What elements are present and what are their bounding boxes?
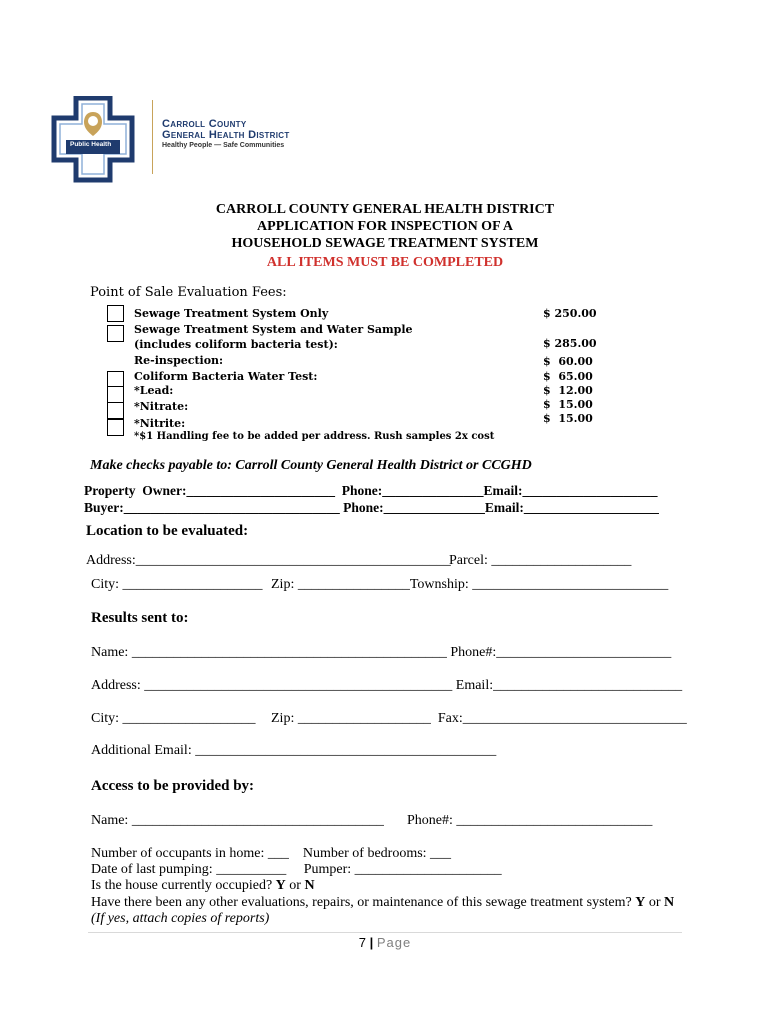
access-name-field[interactable]: Name: ____________________________________ (91, 813, 384, 828)
fee-price: $ 15.00 (543, 412, 593, 425)
fees-heading: Point of Sale Evaluation Fees: (90, 285, 287, 300)
page-separator: | (369, 935, 374, 950)
buyer-line[interactable]: Buyer:________________________________ Phone:_______________Email:____________________ (84, 500, 659, 515)
property-owner-line[interactable]: Property Owner:______________________ Phone:_______________Email:____________________ (84, 483, 658, 498)
org-tagline: Healthy People — Safe Communities (162, 142, 285, 149)
occupied-no-option[interactable]: N (304, 878, 315, 893)
or-text: or (289, 878, 301, 893)
location-address-field[interactable]: Address:_____________________________________________ (86, 553, 451, 568)
results-name-phone-field[interactable]: Name: _____________________________________________ Phone#:_________________________ (91, 645, 672, 660)
location-parcel-field[interactable]: Parcel: ____________________ (449, 553, 632, 568)
checks-payable-note: Make checks payable to: Carroll County General Health District or CCGHD (90, 458, 532, 473)
footer-divider (88, 932, 682, 933)
checkbox-lead[interactable] (107, 386, 124, 403)
health-district-logo (48, 96, 138, 186)
org-name-line1: Carroll County (162, 118, 247, 130)
pumping-line[interactable]: Date of last pumping: __________ Pumper: _____________________ (91, 862, 502, 877)
title-line3: HOUSEHOLD SEWAGE TREATMENT SYSTEM (231, 236, 539, 251)
location-zip-township-field[interactable]: Zip: ________________Township: ____________________________ (271, 577, 669, 592)
checkbox-nitrite[interactable] (107, 419, 124, 436)
logo-text: Public Health (70, 141, 112, 148)
maintenance-question (91, 895, 674, 911)
additional-email-field[interactable]: Additional Email: ___________________________________________ (91, 743, 497, 758)
results-address-email-field[interactable]: Address: ____________________________________________ Email:___________________________ (91, 678, 683, 693)
org-name-line2: General Health District (162, 129, 290, 141)
checkbox-sewage-only[interactable] (107, 305, 124, 322)
maintenance-yes-option[interactable]: Y (635, 895, 646, 910)
fee-label: *Nitrate: (134, 400, 189, 413)
maintenance-no-option[interactable]: N (664, 895, 675, 910)
fees-note: *$1 Handling fee to be added per address. Rush samples 2x cost (134, 431, 495, 442)
occupied-question (91, 878, 315, 894)
occupied-question-text: Is the house currently occupied? (91, 878, 273, 893)
access-phone-field[interactable]: Phone#: ____________________________ (407, 813, 653, 828)
location-heading: Location to be evaluated: (86, 523, 249, 539)
occupants-bedrooms-line[interactable]: Number of occupants in home: ___ Number of bedrooms: ___ (91, 846, 452, 861)
logo-divider (152, 100, 153, 174)
location-city-field[interactable]: City: ____________________ (91, 577, 263, 592)
fee-price: $ 65.00 (543, 370, 593, 383)
fee-label: *Lead: (134, 384, 174, 397)
results-city-field[interactable]: City: ___________________ (91, 711, 256, 726)
page-label: Page (376, 935, 412, 950)
fee-price: $ 60.00 (543, 355, 593, 368)
fee-label: *Nitrite: (134, 417, 186, 430)
fee-price: $ 15.00 (543, 398, 593, 411)
access-heading: Access to be provided by: (91, 778, 255, 794)
occupied-yes-option[interactable]: Y (275, 878, 286, 893)
fee-label: Re-inspection: (134, 354, 224, 367)
fee-label: Coliform Bacteria Water Test: (134, 370, 318, 383)
title-line1: CARROLL COUNTY GENERAL HEALTH DISTRICT (215, 202, 555, 217)
results-zip-fax-field[interactable]: Zip: ___________________ Fax:________________________________ (271, 711, 687, 726)
fee-label: Sewage Treatment System and Water Sample (134, 323, 413, 336)
title-required-notice: ALL ITEMS MUST BE COMPLETED (266, 255, 504, 270)
fee-price: $ 250.00 (543, 307, 597, 320)
attach-reports-note: (If yes, attach copies of reports) (91, 911, 270, 926)
page-footer (0, 935, 770, 950)
checkbox-nitrate[interactable] (107, 402, 124, 419)
page-number: 7 (358, 935, 366, 950)
results-heading: Results sent to: (91, 610, 189, 626)
fee-label: Sewage Treatment System Only (134, 307, 329, 320)
fee-price: $ 285.00 (543, 337, 597, 350)
title-line2: APPLICATION FOR INSPECTION OF A (257, 219, 513, 234)
fee-label: (includes coliform bacteria test): (134, 338, 338, 351)
checkbox-sewage-and-water[interactable] (107, 325, 124, 342)
fee-price: $ 12.00 (543, 384, 593, 397)
or-text: or (648, 895, 661, 910)
maintenance-question-text: Have there been any other evaluations, repairs, or maintenance of this sewage treatment system? (91, 895, 632, 910)
